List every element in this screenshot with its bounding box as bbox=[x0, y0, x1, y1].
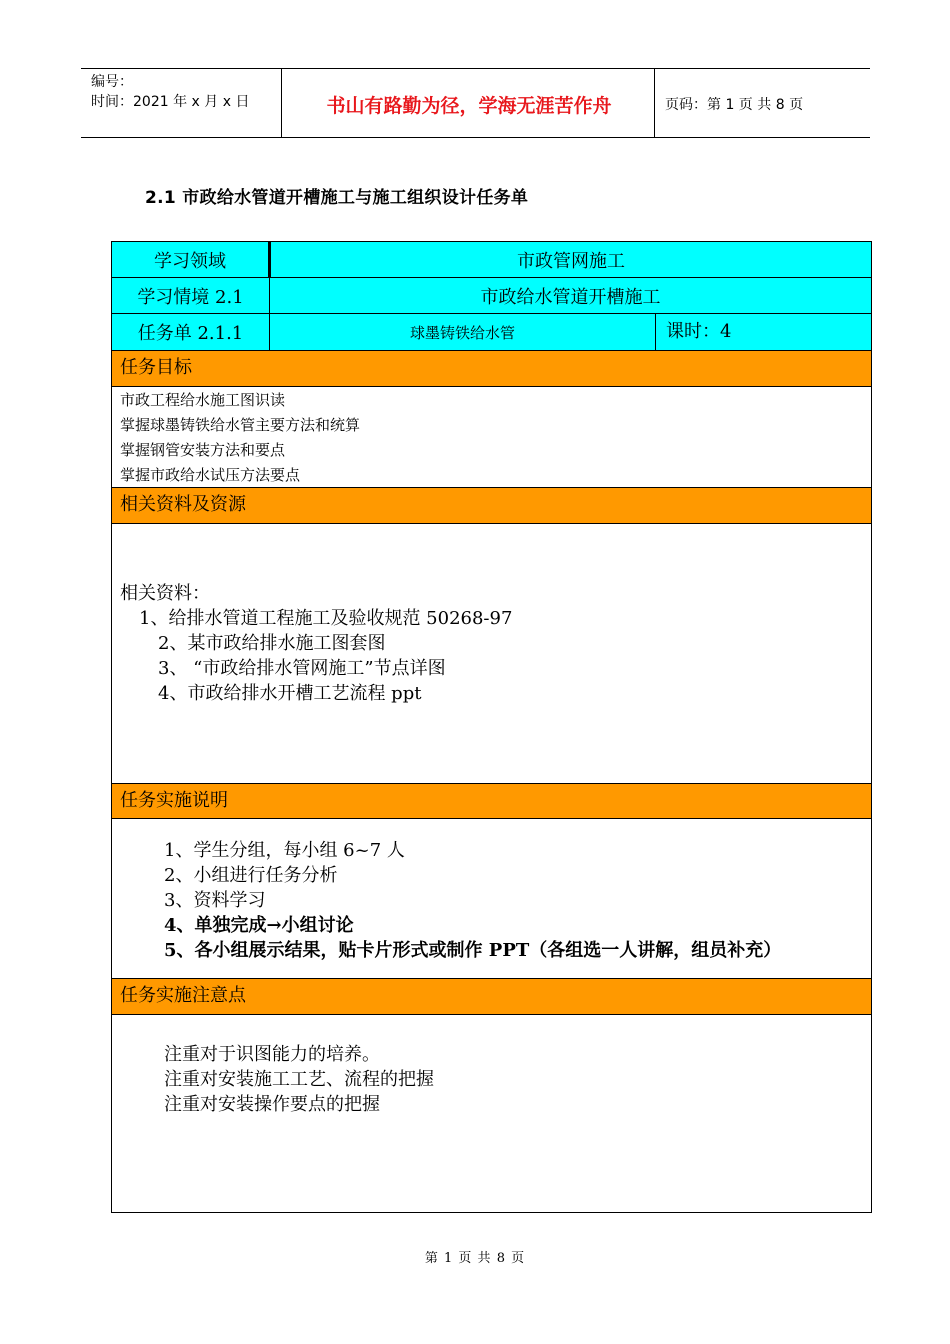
header-motto: 书山有路勤为径，学海无涯苦作舟 bbox=[326, 95, 612, 117]
row-field-label: 学习领域 bbox=[112, 242, 268, 277]
resource-item: 4、市政给排水开槽工艺流程 ppt bbox=[158, 683, 422, 704]
goals-list bbox=[120, 388, 360, 488]
goal-item: 掌握球墨铸铁给水管主要方法和统算 bbox=[120, 416, 361, 434]
section-implementation-heading: 任务实施说明 bbox=[112, 784, 871, 818]
section-resources-heading: 相关资料及资源 bbox=[112, 488, 871, 523]
section-notes-heading: 任务实施注意点 bbox=[112, 979, 871, 1014]
page-header bbox=[81, 68, 870, 138]
resource-item: 1、给排水管道工程施工及验收规范 50268-97 bbox=[139, 608, 513, 629]
header-page-info: 页码：第 1 页 共 8 页 bbox=[665, 97, 804, 113]
row-border bbox=[112, 818, 871, 819]
goal-item: 市政工程给水施工图识读 bbox=[120, 391, 286, 409]
cell-divider bbox=[269, 278, 270, 313]
notes-list bbox=[164, 1042, 434, 1117]
goal-item: 掌握钢管安装方法和要点 bbox=[120, 441, 286, 459]
implementation-item: 5、各小组展示结果，贴卡片形式或制作 PPT（各组选一人讲解，组员补充） bbox=[164, 940, 782, 961]
cell-divider bbox=[269, 314, 270, 350]
resource-item: 3、 “市政给排水管网施工”节点详图 bbox=[158, 658, 446, 679]
header-divider bbox=[654, 69, 655, 137]
implementation-item: 3、资料学习 bbox=[164, 890, 266, 911]
row-border bbox=[112, 386, 871, 387]
section-goals-heading: 任务目标 bbox=[112, 351, 871, 386]
header-divider bbox=[281, 69, 282, 137]
resources-intro: 相关资料： bbox=[120, 583, 210, 604]
number-label: 编号： bbox=[91, 74, 133, 90]
implementation-item: 2、小组进行任务分析 bbox=[164, 865, 338, 886]
page-footer: 第 1 页 共 8 页 bbox=[424, 1251, 526, 1266]
row-border bbox=[112, 523, 871, 524]
goal-item: 掌握市政给水试压方法要点 bbox=[120, 466, 301, 484]
row-task-label: 任务单 2.1.1 bbox=[112, 314, 269, 350]
cell-divider bbox=[655, 314, 656, 350]
implementation-list bbox=[164, 838, 781, 963]
note-item: 注重对安装施工工艺、流程的把握 bbox=[164, 1069, 434, 1090]
implementation-item: 4、单独完成→小组讨论 bbox=[164, 915, 354, 936]
row-situation-value: 市政给水管道开槽施工 bbox=[270, 278, 871, 313]
row-field-value: 市政管网施工 bbox=[271, 242, 871, 277]
row-border bbox=[112, 1014, 871, 1015]
note-item: 注重对于识图能力的培养。 bbox=[164, 1044, 380, 1065]
note-item: 注重对安装操作要点的把握 bbox=[164, 1094, 380, 1115]
implementation-item: 1、学生分组，每小组 6~7 人 bbox=[164, 840, 405, 861]
task-table bbox=[111, 241, 872, 1213]
resource-item: 2、某市政给排水施工图套图 bbox=[158, 633, 386, 654]
row-task-hours: 课时：4 bbox=[656, 314, 871, 350]
document-title: 2.1 市政给水管道开槽施工与施工组织设计任务单 bbox=[145, 188, 529, 208]
row-situation-label: 学习情境 2.1 bbox=[112, 278, 269, 313]
time-label: 时间：2021 年 x 月 x 日 bbox=[91, 94, 250, 110]
header-meta bbox=[91, 72, 249, 112]
double-divider bbox=[268, 242, 271, 277]
row-task-value: 球墨铸铁给水管 bbox=[270, 314, 655, 350]
